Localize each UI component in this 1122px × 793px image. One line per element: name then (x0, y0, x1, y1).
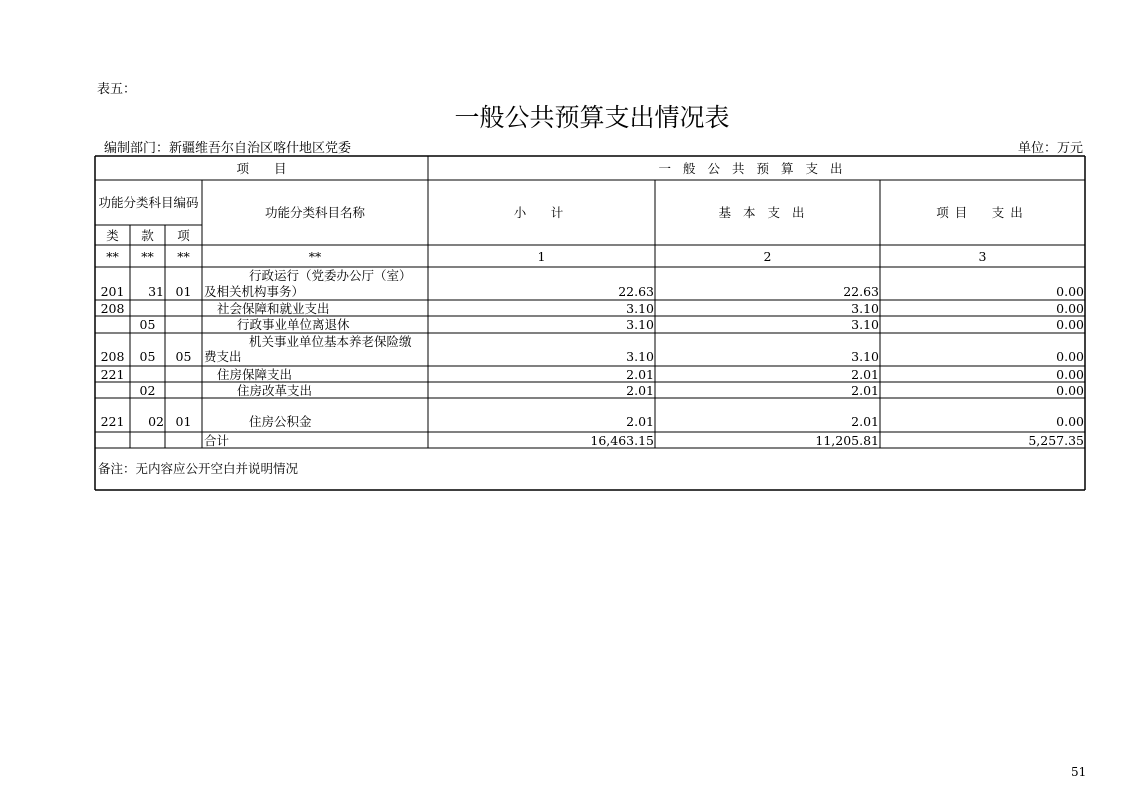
row-project: 0.00 (1056, 382, 1084, 398)
total-label: 合计 (204, 432, 230, 448)
department-label: 编制部门：新疆维吾尔自治区喀什地区党委 (104, 141, 352, 156)
header-function-code: 功能分类科目编码 (98, 195, 199, 210)
row-kuan: 31 (148, 284, 164, 299)
header-lei: 类 (106, 227, 119, 243)
row-project: 0.00 (1056, 413, 1084, 429)
header-col-2: 2 (763, 248, 772, 264)
row-basic: 2.01 (851, 413, 879, 429)
header-xiang: 项 (177, 227, 190, 243)
row-kuan: 02 (148, 413, 164, 429)
row-kuan: 05 (139, 348, 156, 364)
row-lei: 201 (100, 284, 125, 299)
header-basic: 基本支出 (718, 205, 817, 220)
header-function-name: 功能分类科目名称 (264, 205, 365, 220)
row-name: 及相关机构事务） (204, 284, 305, 299)
row-subtotal: 3.10 (626, 348, 654, 364)
row-subtotal: 3.10 (626, 300, 654, 316)
row-xiang: 01 (175, 284, 192, 299)
row-subtotal: 22.63 (618, 284, 654, 299)
row-project: 0.00 (1056, 284, 1084, 299)
row-name: 机关事业单位基本养老保险缴 (249, 333, 412, 349)
row-lei: 208 (100, 348, 125, 364)
page-number: 51 (1071, 765, 1087, 779)
total-basic: 11,205.81 (815, 432, 879, 448)
total-subtotal: 16,463.15 (590, 432, 654, 448)
row-basic: 2.01 (851, 382, 879, 398)
row-name: 住房改革支出 (237, 382, 313, 398)
row-basic: 22.63 (843, 284, 879, 299)
header-star: ** (141, 248, 154, 264)
header-col-3: 3 (978, 248, 987, 264)
row-name: 住房公积金 (249, 413, 312, 429)
row-kuan: 02 (139, 382, 156, 398)
row-name: 费支出 (204, 348, 242, 364)
row-basic: 3.10 (851, 348, 879, 364)
header-star: ** (308, 248, 322, 264)
header-item: 项 目 (236, 160, 287, 176)
note: 备注：无内容应公开空白并说明情况 (98, 460, 299, 476)
row-lei: 221 (100, 413, 125, 429)
row-project: 0.00 (1056, 317, 1084, 332)
total-project: 5,257.35 (1028, 432, 1084, 448)
header-project: 项目 支出 (936, 205, 1029, 220)
row-subtotal: 2.01 (626, 366, 654, 382)
header-expenditure: 一般公共预算支出 (658, 160, 855, 176)
header-col-1: 1 (537, 248, 546, 264)
row-subtotal: 2.01 (626, 413, 654, 429)
row-xiang: 01 (175, 413, 192, 429)
table-label: 表五： (97, 82, 137, 97)
row-project: 0.00 (1056, 300, 1084, 316)
row-basic: 3.10 (851, 317, 879, 332)
row-kuan: 05 (139, 317, 156, 332)
row-xiang: 05 (175, 348, 192, 364)
header-kuan: 款 (141, 227, 154, 243)
page-title: 一般公共预算支出情况表 (454, 103, 730, 132)
header-star: ** (106, 248, 119, 264)
row-name: 行政事业单位离退休 (237, 317, 350, 332)
row-lei: 208 (100, 300, 125, 316)
row-subtotal: 3.10 (626, 317, 654, 332)
header-star: ** (177, 248, 190, 264)
row-name: 住房保障支出 (217, 366, 293, 382)
row-name: 社会保障和就业支出 (217, 300, 330, 316)
row-project: 0.00 (1056, 348, 1084, 364)
row-basic: 3.10 (851, 300, 879, 316)
row-name: 行政运行（党委办公厅（室） (249, 267, 412, 283)
header-subtotal: 小 计 (513, 205, 570, 220)
row-subtotal: 2.01 (626, 382, 654, 398)
unit-label: 单位：万元 (1018, 141, 1084, 156)
row-lei: 221 (100, 366, 125, 382)
row-project: 0.00 (1056, 366, 1084, 382)
row-basic: 2.01 (851, 366, 879, 382)
